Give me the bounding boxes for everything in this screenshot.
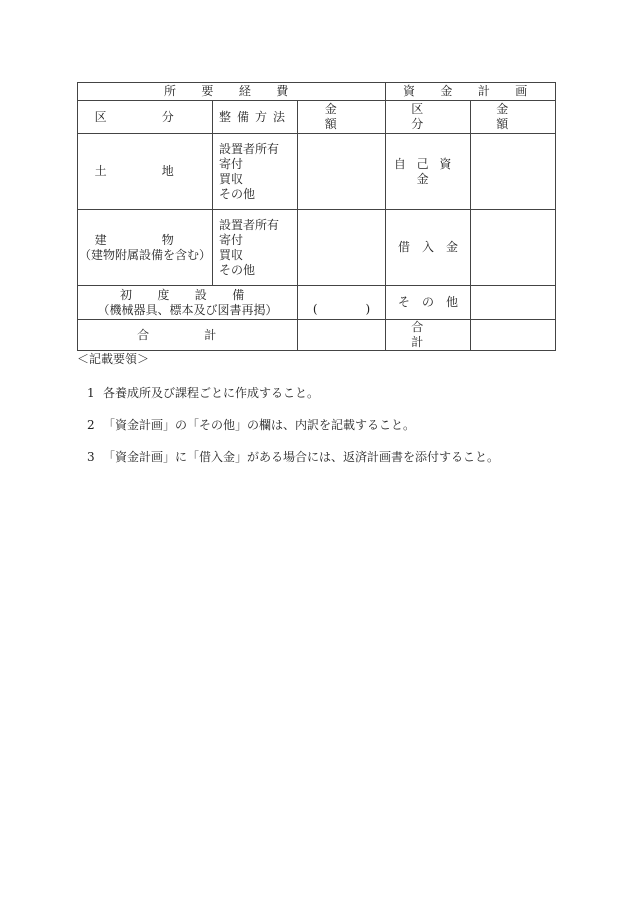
note-item <box>87 384 319 401</box>
note-text: 「資金計画」に「借入金」がある場合には、返済計画書を添付すること。 <box>103 450 500 464</box>
method-item: 設置者所有 <box>219 217 280 232</box>
note-item <box>87 448 499 465</box>
budget-table <box>77 82 564 351</box>
method-item: 寄付 <box>219 156 244 171</box>
fund-amount-cell[interactable] <box>471 286 556 320</box>
method-item: その他 <box>219 262 256 277</box>
category-sub: （建物附属設備を含む） <box>78 247 211 262</box>
category-building <box>78 210 213 286</box>
header-required-expenses: 所 要 経 費 <box>78 83 386 101</box>
fund-amount-cell[interactable] <box>471 134 556 210</box>
notes-section <box>77 350 500 464</box>
category-label: 初 度 設 備 <box>119 287 256 302</box>
amount-cell[interactable] <box>298 134 386 210</box>
amount-parentheses: ( ) <box>312 302 371 316</box>
total-amount-cell[interactable] <box>298 320 386 351</box>
amount-cell[interactable] <box>298 210 386 286</box>
note-number: 1 <box>87 386 95 400</box>
col-amount: 金 額 <box>298 101 386 134</box>
table-row <box>78 134 556 210</box>
fund-category-other: そ の 他 <box>386 286 471 320</box>
category-label: 建 物 <box>94 232 196 247</box>
methods <box>213 210 298 286</box>
note-number: 2 <box>87 418 95 432</box>
amount-cell[interactable] <box>298 286 386 320</box>
notes-title: ＜記載要領＞ <box>77 352 150 366</box>
col-fund-category: 区 分 <box>386 101 471 134</box>
total-label: 合 計 <box>78 320 298 351</box>
col-method: 整備方法 <box>213 101 298 134</box>
note-text: 「資金計画」の「その他」の欄は、内訳を記載すること。 <box>103 418 416 432</box>
method-item: 設置者所有 <box>219 141 280 156</box>
method-item: その他 <box>219 186 256 201</box>
fund-amount-cell[interactable] <box>471 210 556 286</box>
fund-total-label: 合 計 <box>386 320 471 351</box>
fund-category-loan: 借 入 金 <box>386 210 471 286</box>
table-row <box>78 210 556 286</box>
method-item: 買収 <box>219 171 244 186</box>
table-row <box>78 286 556 320</box>
note-item <box>87 416 415 433</box>
col-category: 区 分 <box>78 101 213 134</box>
col-fund-amount: 金 額 <box>471 101 556 134</box>
method-item: 寄付 <box>219 232 244 247</box>
method-item: 買収 <box>219 247 244 262</box>
note-number: 3 <box>87 450 95 464</box>
header-funding-plan: 資 金 計 画 <box>386 83 556 101</box>
fund-total-amount-cell[interactable] <box>471 320 556 351</box>
category-sub: （機械器具、標本及び図書再掲） <box>97 302 278 317</box>
methods <box>213 134 298 210</box>
category-initial-equipment <box>78 286 298 320</box>
category-land: 土 地 <box>78 134 213 210</box>
note-text: 各養成所及び課程ごとに作成すること。 <box>103 386 320 400</box>
table-row-total <box>78 320 556 351</box>
fund-category-own: 自己資金 <box>386 134 471 210</box>
